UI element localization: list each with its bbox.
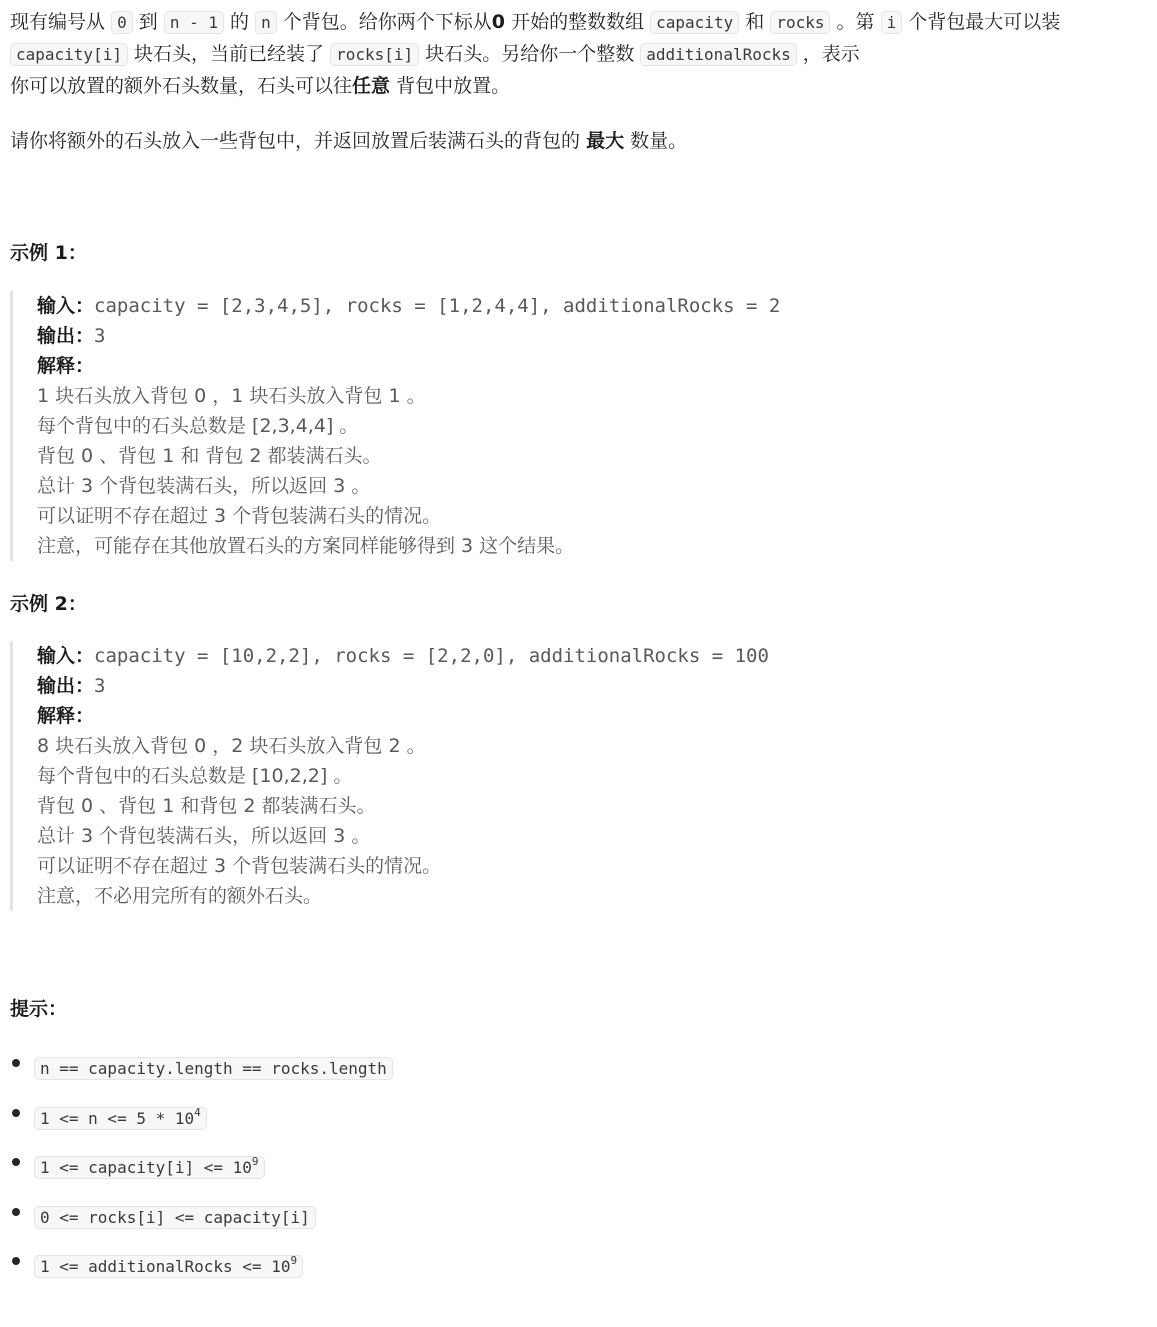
explanation-line: 注意，可能存在其他放置石头的方案同样能够得到 3 这个结果。 bbox=[37, 535, 575, 557]
example-1-explain-label bbox=[37, 351, 1140, 381]
example-1-input bbox=[37, 291, 1140, 321]
explanation-line: 每个背包中的石头总数是 [2,3,4,4] 。 bbox=[37, 415, 359, 437]
bullet-icon bbox=[12, 1257, 20, 1265]
hints-list bbox=[10, 1045, 393, 1293]
hint-text: 1 <= additionalRocks <= 10 bbox=[40, 1257, 291, 1276]
hint-exponent: 9 bbox=[290, 1254, 298, 1267]
hint-text: 1 <= capacity[i] <= 10 bbox=[40, 1158, 252, 1177]
hint-code bbox=[34, 1255, 303, 1278]
description-paragraph-2 bbox=[10, 127, 687, 155]
hint-text: n == capacity.length == rocks.length bbox=[40, 1059, 387, 1078]
explanation-line: 可以证明不存在超过 3 个背包装满石头的情况。 bbox=[37, 505, 442, 527]
inline-code: n bbox=[255, 11, 277, 34]
hint-item bbox=[10, 1243, 393, 1293]
output-label: 输出： bbox=[37, 325, 95, 347]
description-text: 数量。 bbox=[630, 130, 688, 152]
input-label: 输入： bbox=[37, 295, 95, 317]
hint-text: 0 <= rocks[i] <= capacity[i] bbox=[40, 1207, 310, 1227]
example-2-block bbox=[10, 641, 1140, 911]
description-text: 到 bbox=[138, 11, 158, 33]
explain-label: 解释： bbox=[37, 355, 95, 377]
hint-item bbox=[10, 1045, 393, 1095]
explanation-line: 总计 3 个背包装满石头，所以返回 3 。 bbox=[37, 825, 371, 847]
description-text: 个背包最大可以装 bbox=[908, 11, 1061, 33]
explanation-line: 背包 0 、背包 1 和背包 2 都装满石头。 bbox=[37, 795, 376, 817]
description-text: ，表示 bbox=[802, 43, 860, 65]
inline-code: capacity[i] bbox=[10, 43, 128, 66]
example-2-output bbox=[37, 671, 1140, 701]
example-1-output bbox=[37, 321, 1140, 351]
explanation-line: 总计 3 个背包装满石头，所以返回 3 。 bbox=[37, 475, 371, 497]
explanation-line: 1 块石头放入背包 0 ，1 块石头放入背包 1 。 bbox=[37, 385, 426, 407]
output-label: 输出： bbox=[37, 675, 95, 697]
bold-text: 最大 bbox=[586, 130, 625, 152]
hint-text: 1 <= n <= 5 * 10 bbox=[40, 1108, 195, 1128]
hint-item bbox=[10, 1194, 393, 1244]
output-value: 3 bbox=[94, 325, 106, 347]
description-line-1 bbox=[10, 8, 1060, 37]
explanation-line: 注意，不必用完所有的额外石头。 bbox=[37, 885, 323, 907]
hint-item bbox=[10, 1095, 393, 1145]
description-text: 的 bbox=[230, 11, 250, 33]
bold-text: 0 bbox=[491, 11, 506, 33]
explanation-line: 可以证明不存在超过 3 个背包装满石头的情况。 bbox=[37, 855, 442, 877]
description-line-3 bbox=[10, 72, 510, 100]
hint-code bbox=[34, 1057, 393, 1080]
inline-code: additionalRocks bbox=[640, 43, 797, 66]
description-text: 块石头，当前已经装了 bbox=[134, 43, 325, 65]
explanation-line: 背包 0 、背包 1 和 背包 2 都装满石头。 bbox=[37, 445, 382, 467]
inline-code: i bbox=[881, 11, 903, 34]
hint-exponent: 4 bbox=[194, 1105, 201, 1119]
inline-code: n - 1 bbox=[164, 11, 224, 34]
example-1-block bbox=[10, 291, 1140, 561]
hints-title: 提示： bbox=[10, 998, 68, 1020]
description-text: 和 bbox=[745, 11, 765, 33]
input-value: capacity = [10,2,2], rocks = [2,2,0], additionalRocks = 100 bbox=[94, 645, 769, 667]
bullet-icon bbox=[12, 1109, 20, 1117]
hint-code bbox=[34, 1206, 316, 1229]
description-text: 。第 bbox=[836, 11, 875, 33]
hint-exponent: 9 bbox=[251, 1155, 259, 1168]
description-line-2 bbox=[10, 40, 860, 69]
example-2-explain-label bbox=[37, 701, 1140, 731]
input-label: 输入： bbox=[37, 645, 95, 667]
example-2-input bbox=[37, 641, 1140, 671]
description-text: 背包中放置。 bbox=[396, 75, 511, 97]
inline-code: rocks[i] bbox=[330, 43, 419, 66]
bold-text: 任意 bbox=[352, 75, 391, 97]
explain-label: 解释： bbox=[37, 705, 95, 727]
inline-code: 0 bbox=[111, 11, 133, 34]
hint-code bbox=[34, 1107, 207, 1130]
description-text: 你可以放置的额外石头数量，石头可以往 bbox=[10, 75, 353, 97]
example-1-title: 示例 1： bbox=[10, 242, 87, 264]
description-text: 开始的整数数组 bbox=[511, 11, 645, 33]
explanation-line: 每个背包中的石头总数是 [10,2,2] 。 bbox=[37, 765, 353, 787]
inline-code: rocks bbox=[770, 11, 830, 34]
bullet-icon bbox=[12, 1208, 20, 1216]
hint-code bbox=[34, 1156, 265, 1179]
example-2-title: 示例 2： bbox=[10, 593, 87, 615]
output-value: 3 bbox=[94, 675, 106, 697]
description-text: 现有编号从 bbox=[10, 11, 106, 33]
bullet-icon bbox=[12, 1158, 20, 1166]
description-text: 个背包。给你两个下标从 bbox=[282, 11, 492, 33]
inline-code: capacity bbox=[650, 11, 739, 34]
explanation-line: 8 块石头放入背包 0 ，2 块石头放入背包 2 。 bbox=[37, 735, 426, 757]
bullet-icon bbox=[12, 1059, 20, 1067]
hint-item bbox=[10, 1144, 393, 1194]
description-text: 请你将额外的石头放入一些背包中，并返回放置后装满石头的背包的 bbox=[10, 130, 581, 152]
description-text: 块石头。另给你一个整数 bbox=[425, 43, 635, 65]
input-value: capacity = [2,3,4,5], rocks = [1,2,4,4], additionalRocks = 2 bbox=[94, 295, 781, 317]
